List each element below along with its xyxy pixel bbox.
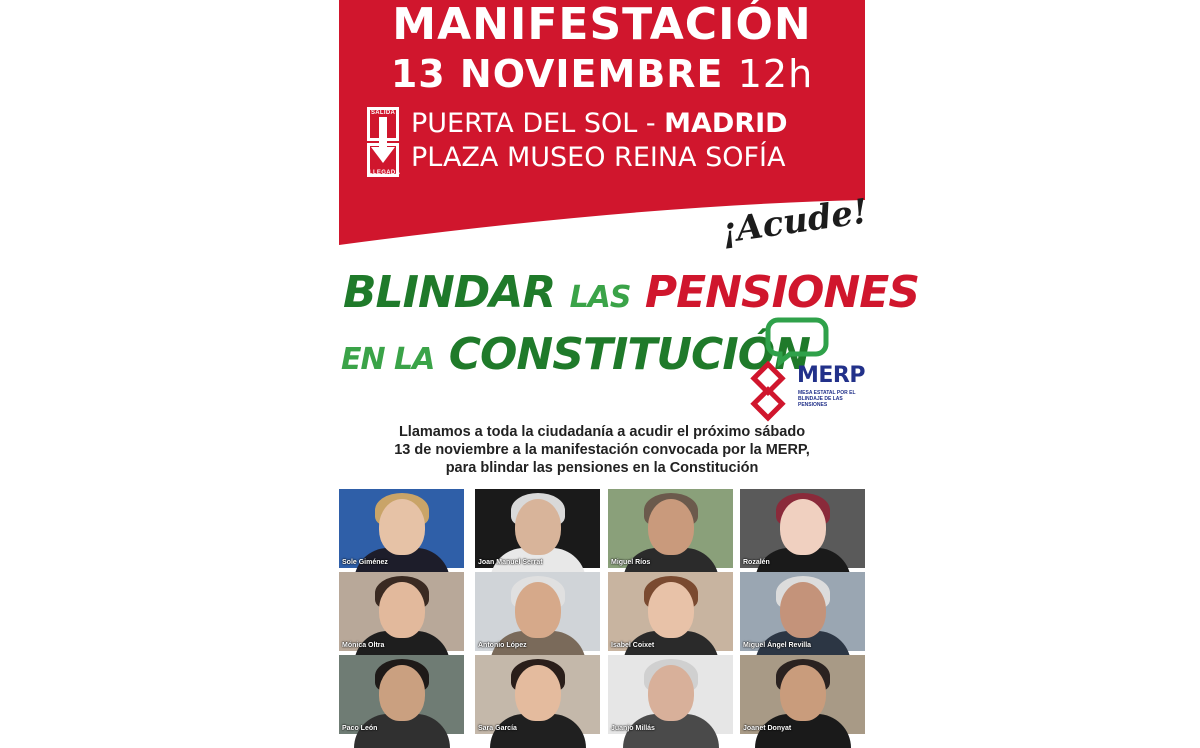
supporter-face [515, 665, 561, 721]
route-icon [367, 107, 399, 179]
supporter-photo [475, 655, 600, 734]
supporter-face [648, 665, 694, 721]
supporter-name: Isabel Coixet [611, 642, 655, 649]
headline-word-blindar: BLINDAR [343, 267, 556, 318]
route-icon-start-label: SALIDA [371, 110, 396, 116]
banner-date-time [339, 52, 865, 96]
supporter-face [780, 499, 826, 555]
merp-logo [744, 318, 864, 413]
supporter-name: Rozalén [743, 559, 770, 566]
banner-title: MANIFESTACIÓN [392, 0, 812, 50]
call-to-action-line-3: para blindar las pensiones en la Constitución [445, 460, 759, 476]
supporter-name: Joan Manuel Serrat [478, 559, 543, 566]
supporter-face [780, 665, 826, 721]
route-start-place: PUERTA DEL SOL - [411, 108, 665, 139]
supporter-face [515, 499, 561, 555]
supporter-photo [740, 572, 865, 651]
supporter-name: Sole Giménez [342, 559, 388, 566]
supporter-photo [475, 489, 600, 568]
supporter-photo [608, 489, 733, 568]
supporter-photo [608, 655, 733, 734]
supporter-face [379, 665, 425, 721]
route-end: PLAZA MUSEO REINA SOFÍA [411, 142, 786, 173]
supporter-photo [475, 572, 600, 651]
route-icon-end-label: LLEGADA [369, 170, 401, 176]
down-arrow-icon [371, 117, 395, 169]
supporter-name: Juanjo Millás [611, 725, 655, 732]
supporter-name: Miguel Ángel Revilla [743, 642, 812, 649]
supporter-photo [608, 572, 733, 651]
supporter-photo [339, 489, 464, 568]
headline-line-1 [343, 267, 920, 323]
supporter-face [648, 582, 694, 638]
supporter-name: Paco León [342, 725, 378, 732]
route-start-city: MADRID [664, 108, 788, 139]
supporter-face [379, 582, 425, 638]
banner-time: 12h [737, 52, 814, 96]
headline-word-las: LAS [569, 280, 631, 315]
supporter-photo [339, 655, 464, 734]
banner-date: 13 NOVIEMBRE [390, 52, 724, 96]
merp-logo-name: MERP [797, 363, 865, 388]
supporter-name: Miguel Ríos [611, 559, 651, 566]
supporter-name: Mónica Oltra [342, 642, 385, 649]
call-to-action-line-1: Llamamos a toda la ciudadanía a acudir el próximo sábado [398, 424, 806, 440]
supporter-photo [740, 489, 865, 568]
route-start [411, 108, 788, 140]
supporter-face [780, 582, 826, 638]
supporter-face [648, 499, 694, 555]
poster [339, 0, 920, 735]
call-to-action-text [339, 423, 865, 477]
headline-word-pensiones: PENSIONES [644, 267, 920, 318]
supporter-name: Sara García [478, 725, 517, 732]
supporter-name: Antonio López [478, 642, 527, 649]
acude-slogan: ¡Acude! [719, 191, 871, 252]
supporter-face [515, 582, 561, 638]
supporter-photo [339, 572, 464, 651]
supporter-face [379, 499, 425, 555]
supporter-name: Joanet Donyat [743, 725, 792, 732]
headline-word-en-la: EN LA [341, 342, 435, 377]
merp-logo-subtitle: MESA ESTATAL POR EL BLINDAJE DE LAS PENSIONES [798, 390, 856, 408]
supporter-photo [740, 655, 865, 734]
call-to-action-line-2: 13 de noviembre a la manifestación convocada por la MERP, [394, 442, 810, 458]
headline-word-constitucion: CONSTITUCIÓN [448, 329, 810, 380]
